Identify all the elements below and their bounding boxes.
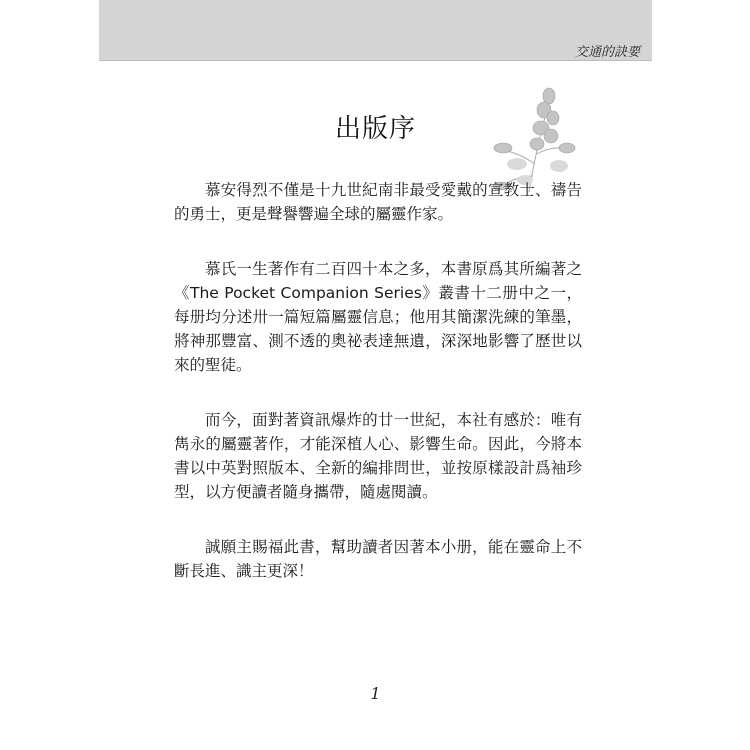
running-header xyxy=(99,0,652,61)
paragraph: 慕氏一生著作有二百四十本之多，本書原爲其所編著之《The Pocket Companion Series》叢書十二册中之一，每册均分述卅一篇短篇屬靈信息；他用其簡潔洗練的筆墨，將神那豐富、測不透的奧祕表達無遺，深深地影響了歷世以來的聖徒。 xyxy=(174,260,582,374)
chapter-title: 出版序 xyxy=(334,114,416,144)
running-header-title: 交通的訣要 xyxy=(574,45,640,60)
book-page xyxy=(99,0,652,750)
paragraph: 誠願主賜福此書，幫助讀者因著本小册，能在靈命上不斷長進、識主更深！ xyxy=(174,538,582,580)
paragraph: 慕安得烈不僅是十九世紀南非最受愛戴的宣教士、禱告的勇士，更是聲譽響遍全球的屬靈作家。 xyxy=(174,181,582,223)
body-text xyxy=(174,178,582,614)
page-number: 1 xyxy=(370,684,381,703)
paragraph: 而今，面對著資訊爆炸的廿一世紀，本社有感於：唯有雋永的屬靈著作，才能深植人心、影響生命。因此，今將本書以中英對照版本、全新的編排問世，並按原樣設計爲袖珍型，以方便讀者隨身攜帶，隨處閱讀。 xyxy=(174,411,582,501)
